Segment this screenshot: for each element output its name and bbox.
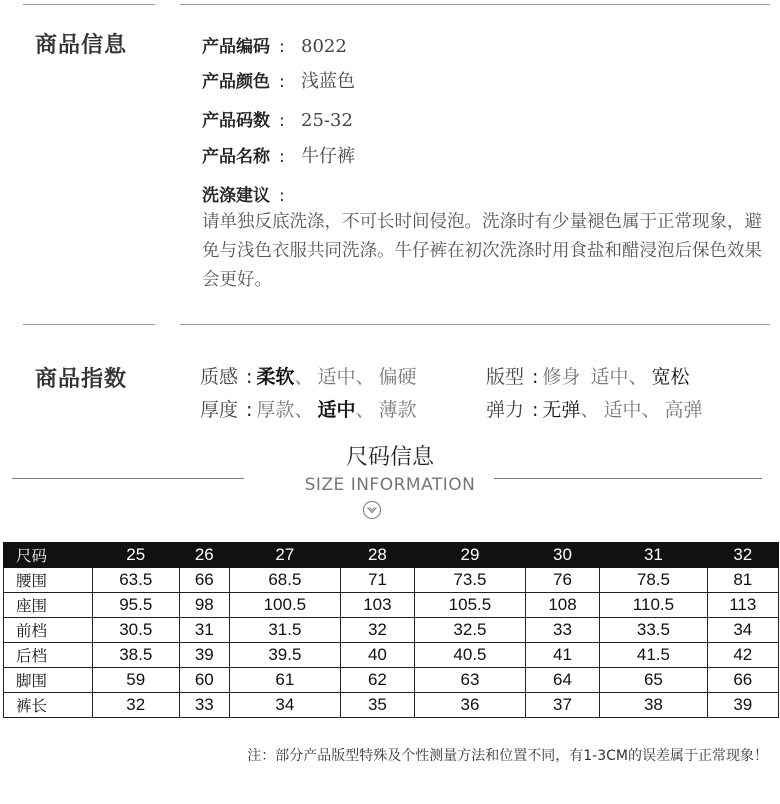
info-label: 产品编码: [202, 37, 270, 57]
index-colon: :: [532, 399, 539, 421]
size-table-body: [4, 568, 779, 718]
table-cell: 65: [600, 668, 707, 693]
table-row: [4, 693, 779, 718]
size-header-cell: 25: [93, 543, 180, 568]
wash-label: 洗涤建议: [202, 186, 270, 206]
table-cell: 113: [707, 593, 778, 618]
table-cell: 40.5: [415, 643, 526, 668]
row-label: 座围: [4, 593, 93, 618]
table-row: [4, 618, 779, 643]
info-label: 产品颜色: [202, 72, 270, 92]
measurement-note: 注：部分产品版型特殊及个性测量方法和位置不同，有1-3CM的误差属于正常现象！: [247, 748, 768, 764]
table-cell: 40: [340, 643, 415, 668]
table-cell: 62: [340, 668, 415, 693]
index-label: 厚度: [200, 399, 239, 421]
table-cell: 38: [600, 693, 707, 718]
size-header-label: 尺码: [4, 543, 93, 568]
info-value: 25-32: [301, 110, 353, 131]
separator: 、: [294, 366, 314, 388]
table-cell: 68.5: [230, 568, 341, 593]
info-label: 产品名称: [202, 147, 270, 167]
row-label: 脚围: [4, 668, 93, 693]
table-cell: 42: [707, 643, 778, 668]
table-cell: 35: [340, 693, 415, 718]
table-cell: 63: [415, 668, 526, 693]
table-row: [4, 568, 779, 593]
index-colon: :: [246, 399, 253, 421]
table-cell: 95.5: [93, 593, 180, 618]
index-option: 薄款: [378, 399, 417, 421]
info-row-code: [202, 32, 347, 57]
table-cell: 59: [93, 668, 180, 693]
info-row-name: [202, 142, 355, 168]
index-option-selected: 适中: [317, 399, 356, 421]
table-cell: 33.5: [600, 618, 707, 643]
table-cell: 36: [415, 693, 526, 718]
size-table-header-row: [4, 543, 779, 568]
size-info-title: 尺码信息: [345, 445, 434, 470]
size-header-cell: 31: [600, 543, 707, 568]
size-header-cell: 32: [707, 543, 778, 568]
table-cell: 41.5: [600, 643, 707, 668]
table-cell: 39.5: [230, 643, 341, 668]
info-row-color: [202, 67, 355, 93]
index-thickness: [200, 395, 417, 422]
index-fit: [486, 362, 690, 389]
product-info-title: 商品信息: [35, 33, 128, 58]
table-cell: 100.5: [230, 593, 341, 618]
info-label: 产品码数: [202, 111, 270, 131]
chevron-down-circle-icon: [362, 500, 382, 520]
size-info-subtitle: SIZE INFORMATION: [304, 475, 476, 495]
table-cell: 34: [707, 618, 778, 643]
index-label: 版型: [486, 366, 525, 388]
index-option-selected: 柔软: [256, 366, 295, 388]
wash-advice-text: 请单独反底洗涤，不可长时间侵泡。洗涤时有少量褪色属于正常现象，避免与浅色衣服共同洗涤。牛仔裤在初次洗涤时用食盐和醋浸泡后保色效果会更好。: [202, 212, 762, 290]
table-cell: 32: [93, 693, 180, 718]
table-cell: 39: [707, 693, 778, 718]
row-label: 前档: [4, 618, 93, 643]
table-cell: 78.5: [600, 568, 707, 593]
index-elasticity: [486, 395, 703, 422]
mid-divider-right: [180, 324, 770, 325]
info-row-wash: [202, 181, 301, 206]
info-value: 牛仔裤: [301, 146, 355, 167]
info-value: 浅蓝色: [301, 71, 355, 92]
size-header-cell: 30: [525, 543, 600, 568]
info-colon: :: [279, 111, 285, 131]
table-cell: 33: [179, 693, 230, 718]
index-option: 厚款: [256, 399, 295, 421]
separator: 、: [580, 399, 600, 421]
table-cell: 60: [179, 668, 230, 693]
info-colon: :: [279, 37, 285, 57]
row-label: 裤长: [4, 693, 93, 718]
size-header-cell: 26: [179, 543, 230, 568]
mid-divider-left: [23, 324, 155, 325]
table-cell: 41: [525, 643, 600, 668]
table-cell: 39: [179, 643, 230, 668]
index-option: 适中: [590, 366, 629, 388]
index-label: 质感: [200, 366, 239, 388]
separator: 、: [641, 399, 661, 421]
index-label: 弹力: [486, 399, 525, 421]
row-label: 后档: [4, 643, 93, 668]
size-header-cell: 29: [415, 543, 526, 568]
table-cell: 34: [230, 693, 341, 718]
top-divider-left: [23, 4, 155, 5]
table-cell: 103: [340, 593, 415, 618]
info-row-size-range: [202, 106, 353, 131]
size-header-cell: 27: [230, 543, 341, 568]
table-cell: 98: [179, 593, 230, 618]
table-cell: 38.5: [93, 643, 180, 668]
separator: 、: [294, 399, 314, 421]
product-index-title: 商品指数: [35, 367, 128, 392]
table-cell: 63.5: [93, 568, 180, 593]
table-cell: 32.5: [415, 618, 526, 643]
table-cell: 66: [707, 668, 778, 693]
table-cell: 32: [340, 618, 415, 643]
table-cell: 33: [525, 618, 600, 643]
index-colon: :: [246, 366, 253, 388]
table-cell: 30.5: [93, 618, 180, 643]
info-colon: :: [279, 72, 285, 92]
separator: 、: [355, 366, 375, 388]
table-row: [4, 593, 779, 618]
table-cell: 37: [525, 693, 600, 718]
index-option-selected: 宽松: [651, 366, 690, 388]
separator: [580, 366, 586, 388]
index-colon: :: [532, 366, 539, 388]
table-cell: 61: [230, 668, 341, 693]
table-cell: 108: [525, 593, 600, 618]
size-table: [3, 542, 779, 718]
index-texture: [200, 362, 417, 389]
table-cell: 31: [179, 618, 230, 643]
table-cell: 31.5: [230, 618, 341, 643]
table-cell: 105.5: [415, 593, 526, 618]
index-option: 适中: [317, 366, 356, 388]
table-cell: 71: [340, 568, 415, 593]
wash-colon: :: [279, 186, 285, 206]
info-value: 8022: [301, 36, 347, 57]
row-label: 腰围: [4, 568, 93, 593]
index-option-selected: 无弹: [542, 399, 581, 421]
separator: 、: [628, 366, 648, 388]
table-cell: 76: [525, 568, 600, 593]
index-option: 偏硬: [378, 366, 417, 388]
table-row: [4, 643, 779, 668]
separator: 、: [355, 399, 375, 421]
table-cell: 81: [707, 568, 778, 593]
index-option: 高弹: [664, 399, 703, 421]
size-header-cell: 28: [340, 543, 415, 568]
table-cell: 64: [525, 668, 600, 693]
table-cell: 110.5: [600, 593, 707, 618]
index-option: 适中: [603, 399, 642, 421]
info-colon: :: [279, 147, 285, 167]
table-row: [4, 668, 779, 693]
table-cell: 73.5: [415, 568, 526, 593]
top-divider-right: [180, 4, 770, 5]
table-cell: 66: [179, 568, 230, 593]
index-option: 修身: [542, 366, 581, 388]
